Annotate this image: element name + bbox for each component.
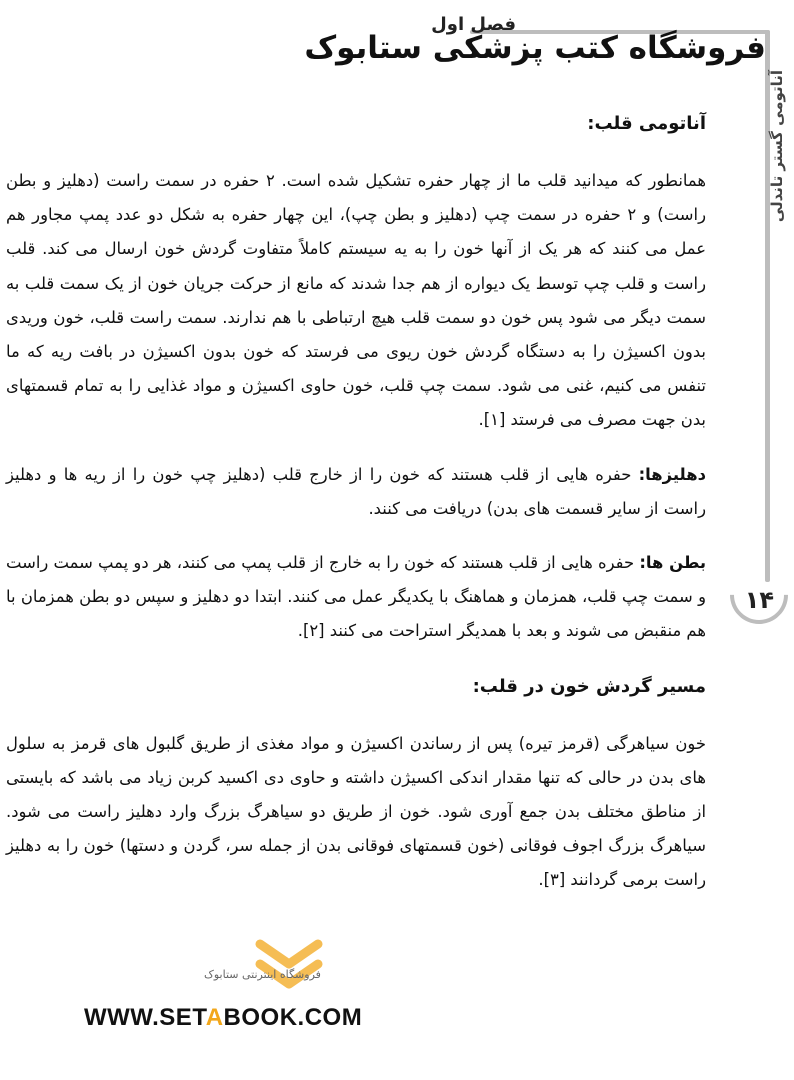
ventricles-paragraph (6, 546, 706, 649)
watermark-url-accent: A (205, 1004, 224, 1031)
ventricles-text: حفره هایی از قلب هستند که خون را به خارج از قلب پمپ می کنند، هر دو پمپ سمت راست و سمت چپ قلب، همزمان و هماهنگ با یکدیگر عمل می کنند. ابتدا دو دهلیز و سپس دو بطن همزمان با هم منقبض می شوند و بعد با همدیگر استراحت می کنند [۲]. (6, 553, 706, 641)
page-number: ۱۴ (744, 586, 774, 614)
circulation-paragraph: خون سیاهرگی (قرمز تیره) پس از رساندن اکسیژن و مواد مغذی از طریق گلبول های قرمز به سلول های بدن در حالی که تنها مقدار اندکی اکسیژن داشته و حاوی دی اکسید کربن زیاد می باشد که بایستی از مناطق مختلف بدن جمع آوری شود. خون از طریق دو سیاهرگ بزرگ وارد دهلیز راست می شود. سیاهرگ بزرگ اجوف فوقانی (خون قسمتهای فوقانی بدن از جمله سر، گردن و دستها) خون را به دهلیز راست برمی گردانند [۳]. (6, 733, 706, 890)
side-label: آناتومی گستر تاندلی (768, 70, 786, 223)
atria-paragraph (6, 458, 706, 526)
atria-term: دهلیزها: (638, 464, 706, 484)
ventricles-term: بطن ها: (639, 553, 706, 573)
anatomy-heading: آناتومی قلب: (587, 113, 706, 134)
watermark-url (84, 1004, 362, 1032)
watermark (84, 930, 363, 1080)
watermark-url-part-2: BOOK.COM (223, 1004, 363, 1031)
watermark-url-part-1: WWW.SET (84, 1004, 206, 1031)
chapter-label: فصل اول (431, 14, 516, 35)
store-title: فروشگاه کتب پزشکی ستابوک (304, 30, 766, 66)
watermark-subtitle: فروشگاه اینترنتی ستابوک (204, 968, 321, 981)
setabook-logo-icon (254, 930, 324, 1000)
anatomy-paragraph: همانطور که میدانید قلب ما از چهار حفره تشکیل شده است. ۲ حفره در سمت راست (دهلیز و بطن راست) و ۲ حفره در سمت چپ (دهلیز و بطن چپ)، این چهار حفره به شکل دو عدد پمپ مجاور هم عمل می کنند که هر یک از آنها خون را به یه سیستم کاملاً متفاوت گردش خون ارسال می کند. قلب راست و قلب چپ توسط یک دیواره از هم جدا شدند که مانع از حرکت جریان خون از یک سمت قلب به سمت دیگر می شود پس خون دو سمت قلب هیچ ارتباطی با هم ندارند. سمت راست قلب، خون وریدی بدون اکسیژن را به دستگاه گردش خون ریوی می فرستد که خون بدون اکسیژن در بافت ریه که ما تنفس می کنیم، غنی می شود. سمت چپ قلب، خون حاوی اکسیژن و مواد غذایی را به تمام قسمتهای بدن جهت مصرف می فرستد [۱]. (6, 171, 706, 430)
circulation-heading: مسیر گردش خون در قلب: (472, 675, 706, 697)
atria-text: حفره هایی از قلب هستند که خون را از خارج قلب (دهلیز چپ خون را از ریه ها و دهلیز راست از سایر قسمت های بدن) دریافت می کنند. (6, 464, 706, 518)
page-content (6, 106, 706, 898)
